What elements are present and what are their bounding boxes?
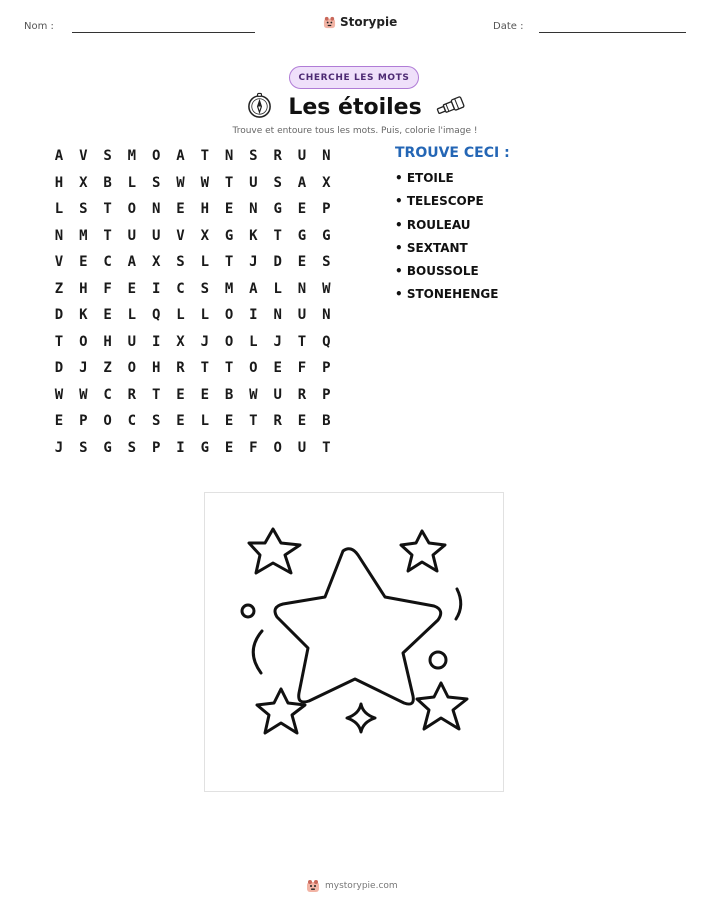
grid-letter[interactable]: S bbox=[249, 148, 258, 164]
small-star-bottom-right bbox=[417, 683, 467, 729]
grid-letter[interactable]: O bbox=[79, 333, 88, 350]
find-list-title: TROUVE CECI : bbox=[395, 145, 510, 161]
grid-letter[interactable]: Q bbox=[322, 333, 331, 350]
word-item: • TELESCOPE bbox=[395, 194, 484, 209]
grid-letter[interactable]: J bbox=[249, 254, 258, 270]
grid-letter[interactable]: C bbox=[176, 280, 185, 297]
grid-letter[interactable]: P bbox=[151, 439, 161, 456]
grid-letter[interactable]: C bbox=[127, 413, 137, 429]
grid-letter[interactable]: S bbox=[176, 254, 185, 270]
grid-letter[interactable]: H bbox=[151, 360, 161, 376]
grid-letter[interactable]: J bbox=[79, 360, 88, 376]
footer bbox=[306, 879, 416, 893]
arc-right bbox=[456, 589, 461, 619]
grid-letter[interactable]: N bbox=[249, 201, 258, 217]
grid-letter[interactable]: U bbox=[273, 386, 282, 403]
grid-letter[interactable]: U bbox=[127, 333, 137, 350]
grid-letter[interactable]: J bbox=[54, 439, 64, 456]
grid-letter[interactable]: A bbox=[127, 254, 137, 270]
grid-letter[interactable]: R bbox=[297, 386, 307, 403]
grid-letter[interactable]: O bbox=[103, 413, 112, 429]
dot-right bbox=[430, 652, 446, 668]
grid-letter[interactable]: S bbox=[200, 280, 210, 297]
sparkle bbox=[347, 704, 375, 732]
grid-letter[interactable]: J bbox=[200, 333, 210, 350]
grid-letter[interactable]: N bbox=[54, 227, 64, 244]
grid-letter[interactable]: O bbox=[273, 439, 282, 456]
grid-letter[interactable]: V bbox=[176, 227, 185, 244]
grid-letter[interactable]: T bbox=[249, 413, 258, 429]
grid-letter[interactable]: T bbox=[297, 333, 307, 350]
grid-letter[interactable]: L bbox=[200, 307, 210, 323]
instructions: Trouve et entoure tous les mots. Puis, colorie l'image ! bbox=[232, 126, 478, 136]
grid-letter[interactable]: E bbox=[176, 413, 185, 429]
grid-letter[interactable]: F bbox=[249, 439, 258, 456]
grid-letter[interactable]: B bbox=[103, 174, 112, 191]
grid-letter[interactable]: E bbox=[224, 201, 234, 217]
word-item: • ROULEAU bbox=[395, 217, 471, 232]
grid-letter[interactable]: E bbox=[79, 254, 88, 270]
grid-letter[interactable]: W bbox=[79, 386, 88, 403]
grid-letter[interactable]: T bbox=[224, 254, 234, 270]
grid-letter[interactable]: N bbox=[273, 307, 282, 323]
grid-letter[interactable]: X bbox=[79, 174, 88, 191]
grid-letter[interactable]: S bbox=[273, 174, 282, 191]
small-star-top-right bbox=[401, 531, 445, 571]
grid-letter[interactable]: P bbox=[322, 201, 331, 217]
grid-letter[interactable]: U bbox=[151, 227, 161, 244]
grid-letter[interactable]: X bbox=[322, 174, 331, 191]
grid-letter[interactable]: T bbox=[200, 148, 210, 164]
grid-letter[interactable]: T bbox=[224, 360, 234, 376]
grid-letter[interactable]: V bbox=[54, 254, 64, 270]
grid-letter[interactable]: F bbox=[297, 360, 307, 376]
grid-letter[interactable]: T bbox=[322, 439, 331, 456]
grid-letter[interactable]: L bbox=[200, 254, 210, 270]
grid-letter[interactable]: L bbox=[127, 307, 137, 323]
grid-letter[interactable]: X bbox=[200, 227, 210, 244]
grid-letter[interactable]: G bbox=[322, 227, 331, 244]
grid-letter[interactable]: S bbox=[151, 174, 161, 191]
grid-letter[interactable]: E bbox=[54, 413, 64, 429]
grid-letter[interactable]: T bbox=[103, 227, 112, 244]
grid-letter[interactable]: T bbox=[224, 174, 234, 191]
grid-letter[interactable]: V bbox=[79, 148, 88, 164]
grid-letter[interactable]: E bbox=[297, 413, 307, 429]
grid-letter[interactable]: L bbox=[127, 174, 137, 191]
grid-letter[interactable]: E bbox=[176, 386, 185, 403]
grid-letter[interactable]: D bbox=[273, 254, 282, 270]
grid-letter[interactable]: B bbox=[322, 413, 331, 429]
grid-letter[interactable]: N bbox=[297, 280, 307, 297]
grid-letter[interactable]: U bbox=[297, 439, 307, 456]
grid-letter[interactable]: G bbox=[297, 227, 307, 244]
grid-letter[interactable]: S bbox=[322, 254, 331, 270]
grid-letter[interactable]: K bbox=[249, 227, 258, 244]
grid-letter[interactable]: R bbox=[176, 360, 185, 376]
grid-letter[interactable]: E bbox=[103, 307, 112, 323]
coloring-picture-frame bbox=[204, 492, 504, 792]
grid-letter[interactable]: R bbox=[127, 386, 137, 403]
word-item: • SEXTANT bbox=[395, 240, 468, 255]
grid-letter[interactable]: I bbox=[151, 280, 161, 297]
date-label: Date : bbox=[493, 21, 524, 32]
grid-letter[interactable]: X bbox=[151, 254, 161, 270]
grid-letter[interactable]: T bbox=[273, 227, 282, 244]
grid-letter[interactable]: J bbox=[273, 333, 282, 350]
activity-badge: CHERCHE LES MOTS bbox=[289, 66, 419, 89]
footer-link[interactable]: mystorypie.com bbox=[325, 881, 398, 891]
grid-letter[interactable]: O bbox=[224, 307, 234, 323]
grid-letter[interactable]: O bbox=[249, 360, 258, 376]
grid-letter[interactable]: T bbox=[54, 333, 64, 350]
arc-left bbox=[253, 631, 262, 673]
grid-letter[interactable]: O bbox=[127, 201, 137, 217]
grid-letter[interactable]: R bbox=[273, 148, 282, 164]
grid-letter[interactable]: E bbox=[127, 280, 137, 297]
page-title: Les étoiles bbox=[288, 94, 422, 120]
grid-letter[interactable]: O bbox=[224, 333, 234, 350]
grid-letter[interactable]: S bbox=[79, 201, 88, 217]
grid-letter[interactable]: E bbox=[224, 413, 234, 429]
small-star-top-left bbox=[249, 529, 300, 573]
grid-letter[interactable]: I bbox=[176, 439, 185, 456]
big-star bbox=[275, 549, 441, 704]
grid-letter[interactable]: H bbox=[79, 280, 88, 297]
grid-letter[interactable]: F bbox=[103, 280, 112, 297]
grid-letter[interactable]: T bbox=[151, 386, 161, 403]
grid-letter[interactable]: L bbox=[54, 201, 64, 217]
grid-letter[interactable]: X bbox=[176, 333, 185, 350]
grid-letter[interactable]: L bbox=[176, 307, 185, 323]
grid-letter[interactable]: E bbox=[273, 360, 282, 376]
grid-letter[interactable]: E bbox=[224, 439, 234, 456]
grid-letter[interactable]: B bbox=[224, 386, 234, 403]
grid-letter[interactable]: C bbox=[103, 386, 112, 403]
grid-letter[interactable]: U bbox=[297, 307, 307, 323]
grid-letter[interactable]: G bbox=[273, 201, 282, 217]
grid-letter[interactable]: N bbox=[322, 148, 331, 164]
grid-letter[interactable]: L bbox=[249, 333, 258, 350]
grid-letter[interactable]: R bbox=[273, 413, 282, 429]
grid-letter[interactable]: E bbox=[297, 201, 307, 217]
word-list bbox=[395, 171, 498, 311]
grid-letter[interactable]: I bbox=[151, 333, 161, 350]
grid-letter[interactable]: G bbox=[103, 439, 112, 456]
grid-letter[interactable]: T bbox=[200, 360, 210, 376]
grid-letter[interactable]: A bbox=[297, 174, 307, 191]
grid-letter[interactable]: E bbox=[176, 201, 185, 217]
grid-letter[interactable]: L bbox=[273, 280, 282, 297]
word-item: • STONEHENGE bbox=[395, 287, 499, 302]
grid-letter[interactable]: S bbox=[127, 439, 137, 456]
grid-letter[interactable]: U bbox=[297, 148, 307, 164]
dot-left bbox=[242, 605, 254, 617]
grid-letter[interactable]: N bbox=[151, 201, 161, 217]
grid-letter[interactable]: D bbox=[54, 307, 64, 323]
word-item: • ETOILE bbox=[395, 171, 454, 185]
grid-letter[interactable]: H bbox=[200, 201, 210, 217]
grid-letter[interactable]: M bbox=[127, 148, 137, 164]
grid-letter[interactable]: P bbox=[322, 360, 331, 376]
grid-letter[interactable]: O bbox=[151, 148, 161, 164]
storypie-logo-icon bbox=[306, 879, 320, 893]
grid-letter[interactable]: C bbox=[103, 254, 112, 270]
grid-letter[interactable]: K bbox=[79, 307, 88, 323]
grid-letter[interactable]: G bbox=[200, 439, 210, 456]
grid-letter[interactable]: M bbox=[79, 227, 88, 244]
grid-letter[interactable]: E bbox=[297, 254, 307, 270]
grid-letter[interactable]: E bbox=[200, 386, 210, 403]
grid-letter[interactable]: I bbox=[249, 307, 258, 323]
grid-letter[interactable]: S bbox=[79, 439, 88, 456]
grid-letter[interactable]: W bbox=[176, 174, 185, 191]
grid-letter[interactable]: N bbox=[224, 148, 234, 164]
grid-letter[interactable]: A bbox=[249, 280, 258, 297]
grid-letter[interactable]: N bbox=[322, 307, 331, 323]
grid-letter[interactable]: W bbox=[322, 280, 331, 297]
stars-coloring-image[interactable] bbox=[205, 493, 503, 791]
grid-letter[interactable]: U bbox=[127, 227, 137, 244]
grid-letter[interactable]: W bbox=[249, 386, 258, 403]
word-item: • BOUSSOLE bbox=[395, 264, 479, 279]
grid-letter[interactable]: W bbox=[54, 386, 64, 403]
grid-letter[interactable]: S bbox=[151, 413, 161, 429]
grid-letter[interactable]: A bbox=[54, 148, 64, 164]
grid-letter[interactable]: Q bbox=[151, 307, 161, 323]
grid-letter[interactable]: W bbox=[200, 174, 210, 191]
grid-letter[interactable]: Z bbox=[103, 360, 112, 376]
grid-letter[interactable]: P bbox=[79, 413, 88, 429]
name-label: Nom : bbox=[24, 21, 54, 32]
grid-letter[interactable]: H bbox=[103, 333, 112, 350]
grid-letter[interactable]: Z bbox=[54, 280, 64, 297]
grid-letter[interactable]: L bbox=[200, 413, 210, 429]
grid-letter[interactable]: A bbox=[176, 148, 185, 164]
grid-letter[interactable]: G bbox=[224, 227, 234, 244]
grid-letter[interactable]: T bbox=[103, 201, 112, 217]
brand-name: Storypie bbox=[340, 15, 398, 29]
grid-letter[interactable]: P bbox=[322, 386, 331, 403]
grid-letter[interactable]: M bbox=[224, 280, 234, 297]
grid-letter[interactable]: U bbox=[249, 174, 258, 191]
grid-letter[interactable]: D bbox=[54, 360, 64, 376]
grid-letter[interactable]: H bbox=[54, 174, 64, 191]
grid-letter[interactable]: S bbox=[103, 148, 112, 164]
grid-letter[interactable]: O bbox=[127, 360, 137, 376]
